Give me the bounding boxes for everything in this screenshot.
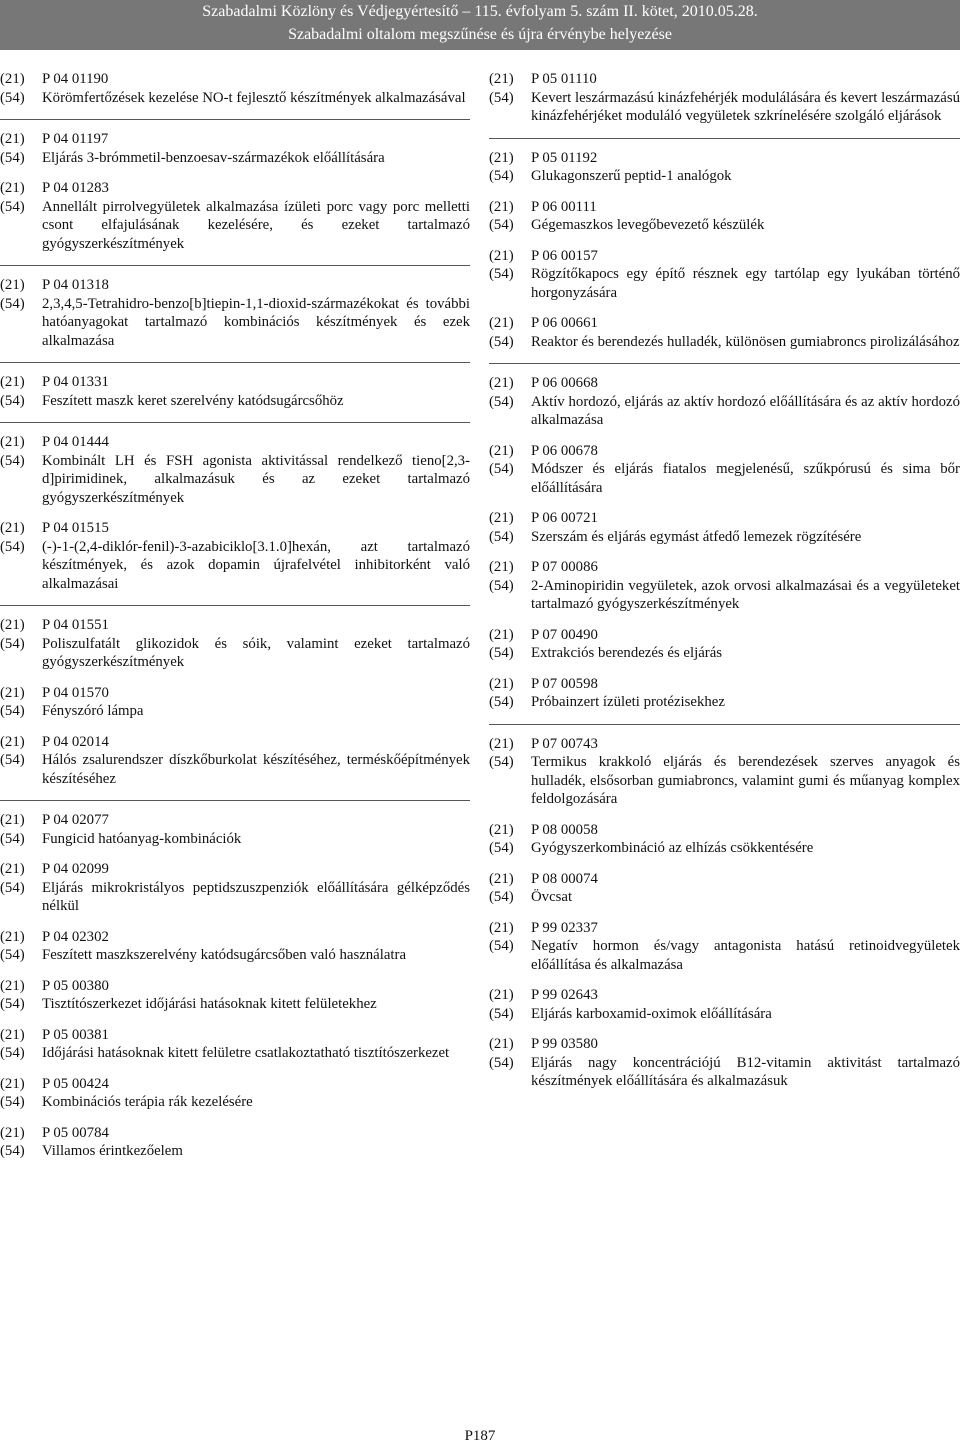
patent-entry — [0, 373, 470, 423]
patent-entry — [489, 198, 960, 247]
patent-entry — [489, 626, 960, 675]
patent-number: P 04 01283 — [42, 180, 109, 196]
number-code-label: (21) — [489, 247, 514, 264]
patent-number: P 04 02099 — [42, 861, 109, 877]
patent-entry — [489, 149, 960, 198]
page-number: P187 — [464, 1428, 496, 1444]
title-code-label: (54) — [0, 996, 25, 1012]
patent-number: P 07 00490 — [531, 626, 598, 643]
patent-entry — [489, 986, 960, 1035]
patent-entry — [489, 314, 960, 364]
patent-number: P 05 00424 — [42, 1075, 109, 1092]
title-code-label: (54) — [489, 1005, 514, 1022]
patent-entry — [0, 977, 470, 1026]
number-code-label: (21) — [0, 861, 25, 877]
patent-number: P 06 00721 — [531, 510, 598, 526]
patent-title: Kevert leszármazású kinázfehérjék modulálására és kevert leszármazású kinázfehérjéket moduláló vegyületek szkrínelésére szolgáló eljárások — [531, 89, 960, 124]
number-code-label: (21) — [489, 510, 514, 526]
patent-entry — [489, 374, 960, 442]
patent-title: Módszer és eljárás fiatalos megjelenésű, szűkpórusú és sima bőr előállítására — [531, 461, 960, 496]
patent-number: P 04 01551 — [42, 617, 109, 633]
patent-number: P 06 00661 — [531, 315, 598, 331]
number-code-label: (21) — [0, 434, 25, 450]
patent-number: P 04 02077 — [42, 812, 109, 828]
title-code-label: (54) — [0, 295, 25, 312]
number-code-label: (21) — [0, 71, 25, 87]
patent-title: Eljárás karboxamid-oximok előállítására — [531, 1005, 772, 1022]
patent-number: P 04 01318 — [42, 277, 109, 293]
title-code-label: (54) — [0, 89, 25, 106]
patent-number: P 04 01444 — [42, 434, 109, 450]
patent-entry — [489, 247, 960, 315]
title-code-label: (54) — [489, 754, 514, 770]
patent-entry — [0, 70, 470, 120]
number-code-label: (21) — [0, 374, 25, 390]
patent-number: P 99 02337 — [531, 919, 598, 936]
patent-title: Eljárás mikrokristályos peptidszuszpenziók előállítására gélképződés nélkül — [42, 879, 470, 914]
patent-number: P 07 00743 — [531, 735, 598, 752]
patent-entry — [0, 433, 470, 519]
patent-entry — [489, 821, 960, 870]
number-code-label: (21) — [0, 180, 25, 196]
number-code-label: (21) — [489, 559, 514, 575]
patent-entry — [0, 860, 470, 928]
patent-title: Szerszám és eljárás egymást átfedő lemezek rögzítésére — [531, 528, 862, 545]
number-code-label: (21) — [489, 870, 514, 887]
patent-title: Feszített maszkszerelvény katódsugárcsőben való használatra — [42, 947, 407, 963]
number-code-label: (21) — [0, 617, 25, 633]
number-code-label: (21) — [489, 821, 514, 838]
title-code-label: (54) — [0, 635, 25, 652]
title-code-label: (54) — [0, 830, 25, 847]
patent-title: Annellált pirrolvegyületek alkalmazása ízületi porc vagy porc melletti csont elfajulásának kezelésére, és ezeket tartalmazó gyógyszerkészítmények — [42, 198, 470, 252]
number-code-label: (21) — [489, 198, 514, 215]
number-code-label: (21) — [0, 733, 25, 750]
title-code-label: (54) — [489, 889, 514, 905]
number-code-label: (21) — [0, 277, 25, 293]
patent-entry — [0, 928, 470, 977]
right-column — [489, 70, 960, 1103]
number-code-label: (21) — [489, 149, 514, 166]
number-code-label: (21) — [0, 1075, 25, 1092]
title-code-label: (54) — [489, 1054, 514, 1071]
patent-title: Rögzítőkapocs egy építő résznek egy tartólap egy lyukában történő horgonyzására — [531, 266, 960, 301]
patent-number: P 99 03580 — [531, 1036, 598, 1052]
patent-number: P 04 01331 — [42, 374, 109, 390]
title-code-label: (54) — [0, 149, 25, 166]
title-code-label: (54) — [489, 333, 514, 350]
patent-number: P 07 00598 — [531, 675, 598, 692]
number-code-label: (21) — [489, 987, 514, 1003]
patent-title: Kombinált LH és FSH agonista aktivitással rendelkező tieno[2,3-d]pirimidinek, alkalmazásuk és az ezeket tartalmazó gyógyszerkészítmények — [42, 452, 470, 506]
title-code-label: (54) — [0, 947, 25, 963]
patent-number: P 05 00380 — [42, 977, 109, 994]
patent-title: Övcsat — [531, 889, 573, 905]
patent-number: P 05 01192 — [531, 149, 598, 166]
patent-title: Aktív hordozó, eljárás az aktív hordozó előállítására és az aktív hordozó alkalmazása — [531, 393, 960, 428]
patent-entry — [0, 616, 470, 684]
number-code-label: (21) — [0, 1124, 25, 1141]
number-code-label: (21) — [0, 1026, 25, 1043]
patent-number: P 06 00157 — [531, 247, 598, 264]
title-code-label: (54) — [489, 840, 514, 856]
page-header — [0, 0, 960, 50]
patent-number: P 04 01197 — [42, 131, 109, 147]
title-code-label: (54) — [489, 938, 514, 954]
patent-title: 2,3,4,5-Tetrahidro-benzo[b]tiepin-1,1-dioxid-származékokat és további hatóanyagokat tartalmazó kombinációs készítmények és ezek alkalmazása — [42, 295, 470, 349]
patent-number: P 07 00086 — [531, 559, 598, 575]
number-code-label: (21) — [489, 675, 514, 692]
title-code-label: (54) — [489, 528, 514, 545]
number-code-label: (21) — [489, 375, 514, 391]
patent-title: Próbainzert ízületi protézisekhez — [531, 694, 725, 710]
patent-title: Gyógyszerkombináció az elhízás csökkentésére — [531, 840, 814, 856]
title-code-label: (54) — [489, 645, 514, 661]
patent-title: Fényszóró lámpa — [42, 703, 144, 719]
patent-entry — [0, 519, 470, 606]
patent-entry — [489, 70, 960, 139]
patent-number: P 04 02014 — [42, 733, 109, 750]
number-code-label: (21) — [489, 735, 514, 752]
patent-number: P 06 00668 — [531, 375, 598, 391]
patent-number: P 04 02302 — [42, 928, 109, 945]
number-code-label: (21) — [0, 131, 25, 147]
patent-entry — [489, 675, 960, 725]
patent-number: P 04 01190 — [42, 71, 109, 87]
title-code-label: (54) — [489, 577, 514, 594]
patent-title: Hálós zsalurendszer díszkőburkolat készítéséhez, terméskőépítmények készítéséhez — [42, 752, 470, 787]
number-code-label: (21) — [0, 977, 25, 994]
patent-title: (-)-1-(2,4-diklór-fenil)-3-azabiciklo[3.1.0]hexán, azt tartalmazó készítmények, és azok dopamin újrafelvétel inhibitorként való alkalmazásai — [42, 538, 470, 592]
patent-entry — [489, 735, 960, 821]
title-code-label: (54) — [489, 217, 514, 233]
patent-entry — [0, 684, 470, 733]
number-code-label: (21) — [0, 684, 25, 701]
number-code-label: (21) — [489, 442, 514, 459]
patent-title: Termikus krakkoló eljárás és berendezések szerves anyagok és hulladék, elsősorban gumiabroncs, valamint gumi és műanyag komplex feldolgozására — [531, 754, 960, 807]
patent-entry — [489, 442, 960, 510]
patent-title: Időjárási hatásoknak kitett felületre csatlakoztatható tisztítószerkezet — [42, 1045, 450, 1061]
patent-title: Extrakciós berendezés és eljárás — [531, 645, 723, 661]
patent-entry — [0, 1124, 470, 1173]
title-code-label: (54) — [489, 266, 514, 282]
title-code-label: (54) — [489, 461, 514, 477]
patent-title: Kombinációs terápia rák kezelésére — [42, 1094, 253, 1110]
title-code-label: (54) — [0, 392, 25, 409]
patent-number: P 04 01570 — [42, 684, 109, 701]
patent-entry — [489, 919, 960, 987]
patent-number: P 05 01110 — [531, 71, 597, 87]
number-code-label: (21) — [489, 919, 514, 936]
title-code-label: (54) — [0, 538, 25, 555]
number-code-label: (21) — [0, 812, 25, 828]
patent-entry — [0, 733, 470, 802]
patent-number: P 08 00074 — [531, 870, 598, 887]
patent-entry — [0, 276, 470, 363]
title-code-label: (54) — [489, 694, 514, 710]
number-code-label: (21) — [0, 928, 25, 945]
title-code-label: (54) — [0, 703, 25, 719]
section-title: Szabadalmi oltalom megszűnése és újra érvénybe helyezése — [288, 26, 672, 43]
patent-number: P 06 00111 — [531, 198, 597, 215]
number-code-label: (21) — [0, 520, 25, 536]
patent-entry — [0, 179, 470, 266]
number-code-label: (21) — [489, 1036, 514, 1052]
patent-number: P 99 02643 — [531, 987, 598, 1003]
title-code-label: (54) — [0, 752, 25, 768]
title-code-label: (54) — [489, 393, 514, 410]
patent-number: P 05 00381 — [42, 1026, 109, 1043]
patent-entry — [0, 1075, 470, 1124]
patent-entry — [489, 558, 960, 626]
patent-title: Tisztítószerkezet időjárási hatásoknak kitett felületekhez — [42, 996, 377, 1012]
patent-title: Eljárás 3-brómmetil-benzoesav-származékok előállítására — [42, 149, 385, 166]
patent-entry — [489, 509, 960, 558]
patent-number: P 06 00678 — [531, 442, 598, 459]
patent-title: Negatív hormon és/vagy antagonista hatású retinoidvegyületek előállítása és alkalmazása — [531, 938, 960, 973]
patent-number: P 05 00784 — [42, 1124, 109, 1141]
title-code-label: (54) — [0, 198, 25, 215]
patent-title: Poliszulfatált glikozidok és sóik, valamint ezeket tartalmazó gyógyszerkészítmények — [42, 635, 470, 670]
patent-title: Reaktor és berendezés hulladék, különösen gumiabroncs pirolizálásához — [531, 333, 960, 350]
title-code-label: (54) — [489, 89, 514, 106]
title-code-label: (54) — [0, 1045, 25, 1061]
patent-entry — [0, 130, 470, 179]
patent-entry — [0, 811, 470, 860]
title-code-label: (54) — [0, 1094, 25, 1110]
patent-title: Villamos érintkezőelem — [42, 1143, 183, 1159]
journal-title: Szabadalmi Közlöny és Védjegyértesítő – 115. évfolyam 5. szám II. kötet, 2010.05.28. — [202, 3, 758, 20]
patent-title: Glukagonszerű peptid-1 analógok — [531, 168, 732, 184]
title-code-label: (54) — [0, 879, 25, 896]
left-column — [0, 70, 470, 1173]
patent-entry — [489, 1035, 960, 1103]
title-code-label: (54) — [0, 452, 25, 469]
patent-title: Körömfertőzések kezelése NO-t fejlesztő készítmények alkalmazásával — [42, 89, 466, 106]
patent-title: Feszített maszk keret szerelvény katódsugárcsőhöz — [42, 392, 344, 409]
number-code-label: (21) — [489, 71, 514, 87]
number-code-label: (21) — [489, 315, 514, 331]
patent-entry — [0, 1026, 470, 1075]
patent-title: Gégemaszkos levegőbevezető készülék — [531, 217, 765, 233]
patent-title: 2-Aminopiridin vegyületek, azok orvosi alkalmazásai és a vegyületeket tartalmazó gyógyszerkészítmények — [531, 577, 960, 612]
patent-number: P 08 00058 — [531, 821, 598, 838]
patent-number: P 04 01515 — [42, 520, 109, 536]
patent-title: Fungicid hatóanyag-kombinációk — [42, 830, 242, 847]
patent-entry — [489, 870, 960, 919]
patent-title: Eljárás nagy koncentrációjú B12-vitamin aktivitást tartalmazó készítmények előállítására és alkalmazásuk — [531, 1054, 960, 1089]
number-code-label: (21) — [489, 626, 514, 643]
title-code-label: (54) — [489, 168, 514, 184]
title-code-label: (54) — [0, 1143, 25, 1159]
